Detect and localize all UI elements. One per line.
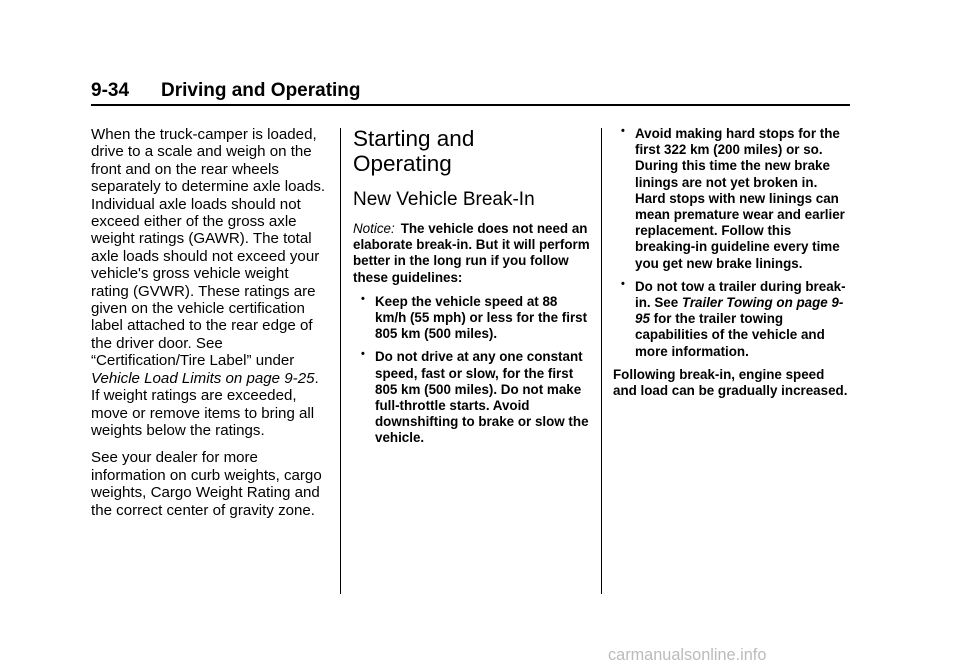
vehicle-load-limits-link[interactable]: Vehicle Load Limits on page 9-25 xyxy=(91,369,315,387)
guideline-list-continued xyxy=(613,126,851,360)
column-1 xyxy=(91,126,329,529)
notice-text: The vehicle does not need an elaborate break-in. But it will perform better in the long run if you follow these guidelines: xyxy=(353,221,590,285)
truck-camper-paragraph xyxy=(91,126,329,439)
column-3 xyxy=(613,126,851,407)
list-item-text: Keep the vehicle speed at 88 km/h (55 mph) or less for the first 805 km (500 miles). xyxy=(375,293,588,342)
list-item-text: for the trailer towing capabilities of the vehicle and more information. xyxy=(635,311,825,359)
column-divider-1 xyxy=(340,128,341,594)
column-divider-2 xyxy=(601,128,602,594)
column-3-body xyxy=(613,126,851,399)
subsection-heading: New Vehicle Break-In xyxy=(353,189,535,210)
bullet-icon: • xyxy=(361,348,365,361)
list-item xyxy=(621,279,851,360)
guideline-list xyxy=(353,294,591,447)
section-heading xyxy=(353,126,591,176)
watermark: carmanualsonline.info xyxy=(608,646,767,664)
paragraph-text: When the truck-camper is loaded, drive to a scale and weigh on the front and on the rear wheels separately to determine axle loads. Individual axle loads should not exceed either of the gross axle weight ratings (GAWR). The total axle loads should not exceed your vehicle's gross vehicle weight rating (GVWR). These ratings are given on the vehicle certification label attached to the rear edge of the driver door. See “Certification/Tire Label” under xyxy=(91,126,326,370)
page-header xyxy=(91,80,361,102)
section-title: Driving and Operating xyxy=(161,80,361,101)
closing-paragraph: Following break-in, engine speed and load can be gradually increased. xyxy=(613,366,848,399)
header-rule xyxy=(91,104,850,106)
list-item xyxy=(361,294,591,343)
page-number: 9-34 xyxy=(91,80,130,101)
bullet-icon: • xyxy=(621,125,625,137)
column-2 xyxy=(353,126,591,454)
section-heading-line: Operating xyxy=(353,151,452,176)
list-item-text: Do not drive at any one constant speed, fast or slow, for the first 805 km (500 miles). Do not make full-throttle starts. Avoid downshifting to brake or slow the vehicle. xyxy=(375,349,589,446)
notice-paragraph xyxy=(353,221,591,286)
list-item-text: Avoid making hard stops for the first 322 km (200 miles) or so. During this time the new brake linings are not yet broken in. Hard stops with new linings can mean premature wear and earlier replacement. Follow this breaking-in guideline every time you get new brake linings. xyxy=(635,126,845,271)
section-heading-line: Starting and xyxy=(353,126,475,151)
notice-label: Notice: xyxy=(353,221,395,236)
list-item xyxy=(621,126,851,272)
trailer-towing-link[interactable]: Trailer Towing on page 9-95 xyxy=(635,295,844,327)
list-item xyxy=(361,349,591,446)
dealer-paragraph: See your dealer for more information on curb weights, cargo weights, Cargo Weight Rating and the correct center of gravity zone. xyxy=(91,449,322,519)
list-item-text: Do not tow a trailer during break-in. See xyxy=(635,278,846,311)
notice-block xyxy=(353,221,591,447)
paragraph-text: . If weight ratings are exceeded, move or remove items to bring all weights below the ratings. xyxy=(91,369,319,439)
bullet-icon: • xyxy=(621,277,625,290)
bullet-icon: • xyxy=(361,292,365,305)
